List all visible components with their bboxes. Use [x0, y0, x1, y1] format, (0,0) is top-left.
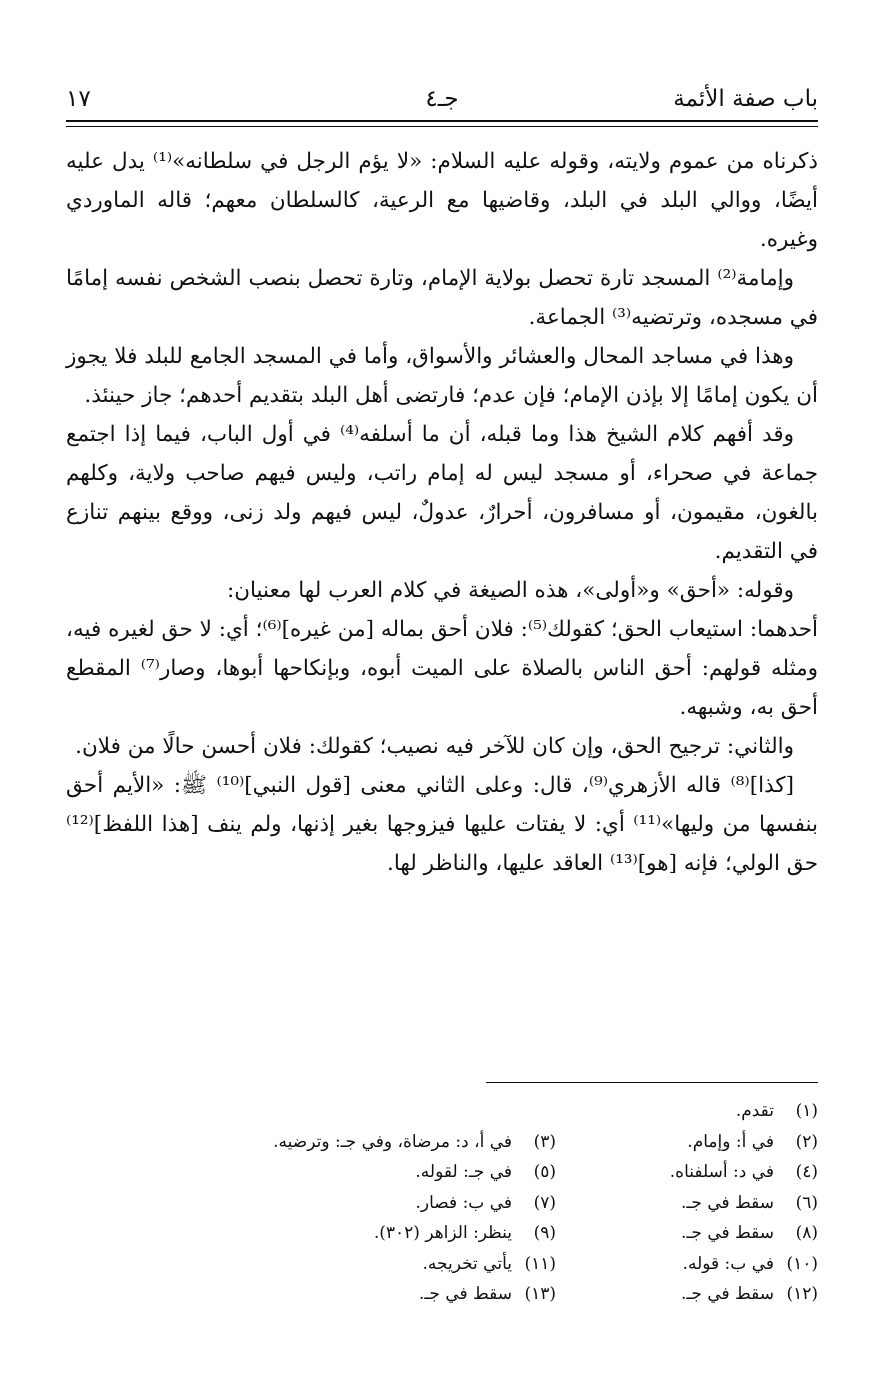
footnote: [556, 1218, 818, 1249]
paragraph: والثاني: ترجيح الحق، وإن كان للآخر فيه نصيب؛ كقولك: فلان أحسن حالًا من فلان.: [75, 734, 794, 759]
paragraph: ذكرناه من عموم ولايته، وقوله عليه السلام: «لا يؤم الرجل في سلطانه»⁽¹⁾ يدل عليه أيضًا، ووالي البلد في البلد، وقاضيها مع الرعية، كالسلطان معهم؛ قاله الماوردي وغيره.: [66, 149, 818, 252]
footnote-text: سقط في جـ.: [419, 1284, 512, 1304]
paragraph: وقد أفهم كلام الشيخ هذا وما قبله، أن ما أسلفه⁽⁴⁾ في أول الباب، فيما إذا اجتمع جماعة في صحراء، أو مسجد ليس له إمام راتب، وليس فيهم صاحب ولاية، وكلهم بالغون، مقيمون، أو مسافرون، أحرارٌ، عدولٌ، ليس فيهم ولد زنى، ووقع بينهم تنازع في التقديم.: [66, 422, 818, 564]
header-rule-thin: [66, 126, 818, 127]
footnote-number: (٤): [795, 1162, 818, 1182]
footnote-text: تقدم.: [735, 1101, 774, 1121]
footnote: [66, 1249, 556, 1280]
footnote-text: في ب: قوله.: [682, 1253, 774, 1274]
footnote: [556, 1249, 818, 1280]
footnote-row: [66, 1218, 818, 1249]
footnote-text: في ب: فصار.: [415, 1192, 512, 1213]
footnote-row: [66, 1188, 818, 1219]
footnote-text: في أ: وإمام.: [687, 1131, 774, 1152]
footnote: [556, 1188, 818, 1219]
footnote-text: يأتي تخريجه.: [422, 1253, 512, 1274]
footnote-text: سقط في جـ.: [681, 1284, 774, 1304]
footnote-text: في أ، د: مرضاة، وفي جـ: وترضيه.: [273, 1131, 512, 1152]
running-header: [66, 86, 818, 120]
footnote-text: سقط في جـ.: [681, 1223, 774, 1243]
footnote: [556, 1127, 818, 1158]
footnote: [556, 1096, 818, 1127]
footnote-row: [66, 1249, 818, 1280]
footnote-number: (٩): [533, 1223, 556, 1243]
footnote-number: (٨): [795, 1223, 818, 1243]
footnotes: [66, 1096, 818, 1310]
footnote-row: [66, 1127, 818, 1158]
footnote-number: (٧): [533, 1192, 556, 1213]
footnote-number: (٢): [795, 1131, 818, 1152]
footnote-number: (١٣): [524, 1284, 556, 1304]
paragraph: وقوله: «أحق» و«أولى»، هذه الصيغة في كلام العرب لها معنيان:: [226, 578, 794, 603]
footnote: [556, 1279, 818, 1310]
paragraph: [كذا]⁽⁸⁾ قاله الأزهري⁽⁹⁾، قال: وعلى الثاني معنى [قول النبي]⁽¹⁰⁾ ﷺ: «الأيم أحق بنفسها من وليها»⁽¹¹⁾ أي: لا يفتات عليها فيزوجها بغير إذنها، ولم ينف [هذا اللفظ]⁽¹²⁾ حق الولي؛ فإنه [هو]⁽¹³⁾ العاقد عليها، والناظر لها.: [66, 773, 819, 876]
footnote-number: (١١): [524, 1253, 556, 1274]
footnote: [66, 1157, 556, 1188]
footnote: [66, 1127, 556, 1158]
footnote-text: سقط في جـ.: [681, 1192, 774, 1213]
footnote-row: [66, 1279, 818, 1310]
footnote-separator: [486, 1082, 818, 1083]
footnote-text: في جـ: لقوله.: [415, 1162, 512, 1182]
footnote-number: (١): [795, 1101, 818, 1121]
footnote-number: (١٢): [786, 1284, 818, 1304]
paragraph: أحدهما: استيعاب الحق؛ كقولك⁽⁵⁾: فلان أحق بماله [من غيره]⁽⁶⁾؛ أي: لا حق لغيره فيه، ومثله قولهم: أحق الناس بالصلاة على الميت أبوه، وبإنكاحها أبوها، وصار⁽⁷⁾ المقطع أحق به، وشبهه.: [66, 617, 819, 720]
footnote-text: في د: أسلفناه.: [669, 1162, 774, 1182]
footnote: [66, 1218, 556, 1249]
paragraph: وإمامة⁽²⁾ المسجد تارة تحصل بولاية الإمام، وتارة تحصل بنصب الشخص نفسه إمامًا في مسجده، وترتضيه⁽³⁾ الجماعة.: [66, 266, 818, 330]
chapter-title: باب صفة الأئمة: [673, 86, 818, 112]
footnote-number: (٦): [795, 1192, 818, 1213]
footnote-number: (٣): [533, 1131, 556, 1152]
page-number: ١٧: [66, 86, 91, 112]
footnote-number: (١٠): [786, 1253, 818, 1274]
footnote-row: [66, 1096, 818, 1127]
footnote: [66, 1188, 556, 1219]
footnote-text: ينظر: الزاهر (٣٠٢).: [373, 1223, 512, 1243]
header-rule-thick: [66, 120, 818, 122]
footnote: [556, 1157, 818, 1188]
volume-label: جـ٤: [425, 86, 459, 112]
footnote-row: [66, 1157, 818, 1188]
footnote-number: (٥): [533, 1162, 556, 1182]
footnote: [66, 1279, 556, 1310]
paragraph: وهذا في مساجد المحال والعشائر والأسواق، وأما في المسجد الجامع للبلد فلا يجوز أن يكون إمامًا إلا بإذن الإمام؛ فإن عدم؛ فارتضى أهل البلد بتقديم أحدهم؛ جاز حينئذ.: [66, 344, 818, 408]
main-text: [66, 142, 818, 883]
